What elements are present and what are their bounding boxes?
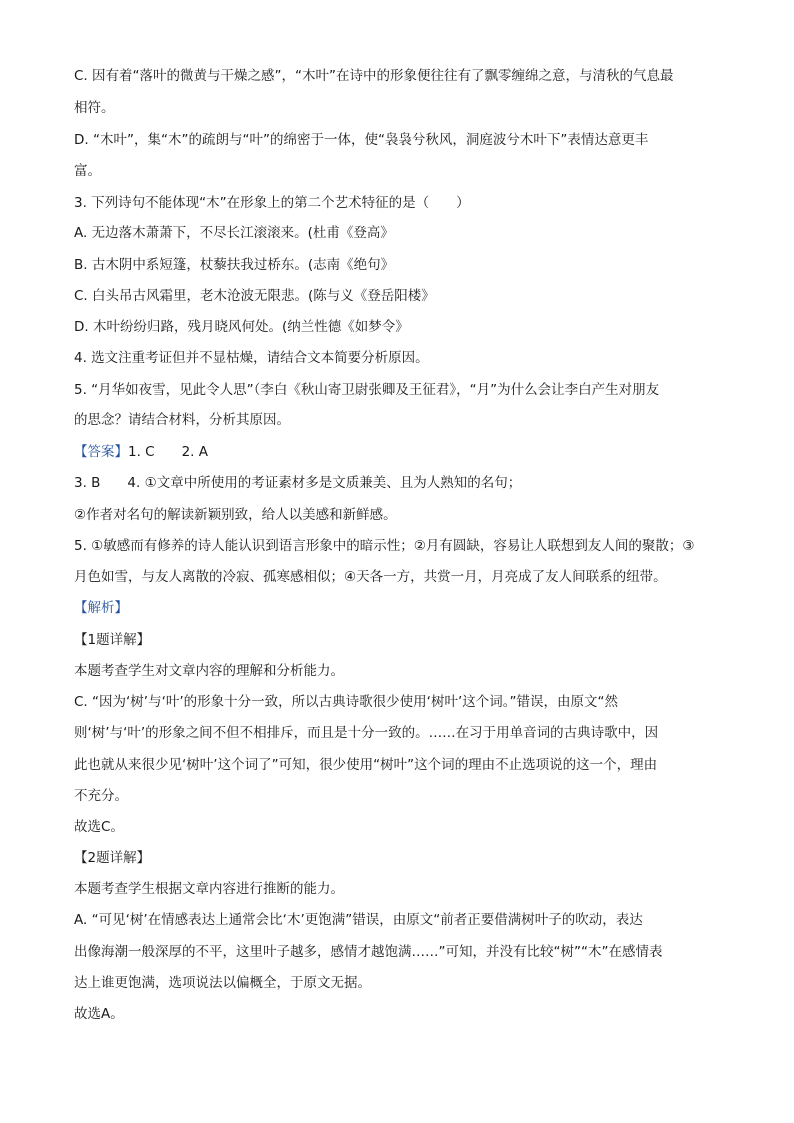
text-line: 富。 [74,163,101,179]
answer-line: 3. B 4. ①文章中所使用的考证素材多是文质兼美、且为人熟知的名句； [74,475,522,491]
answer-line: 月色如雪，与友人离散的冷寂、孤寒感相似；④天各一方，共赏一月，月亮成了友人间联系的纽带。 [74,569,667,585]
text-line: 则‘树’与‘叶’的形象之间不但不相排斥，而且是十分一致的。……在习于用单音词的古典诗歌中，因 [74,725,659,741]
answer-tag: 【答案】 [74,444,128,460]
answer-line: 5. ①敏感而有修养的诗人能认识到语言形象中的暗示性；②月有圆缺，容易让人联想到友人间的聚散；③ [74,538,695,554]
option-c: C. 白头吊古风霜里，老木沧波无限悲。(陈与义《登岳阳楼》 [74,288,435,304]
option-b: B. 古木阴中系短篷，杖藜扶我过桥东。(志南《绝句》 [74,257,395,273]
answer-line: ②作者对名句的解读新颖别致，给人以美感和新鲜感。 [74,507,397,523]
text-line: 故选C。 [74,819,124,835]
text-line: 相符。 [74,100,115,116]
text-line: C. 因有着“落叶的微黄与干燥之感”，“木叶”在诗中的形象便往往有了飘零缠绵之意，与清秋的气息最 [74,68,674,84]
text-line: C. “因为‘树’与‘叶’的形象十分一致，所以古典诗歌很少使用‘树叶’这个词。”错误，由原文“然 [74,694,618,710]
question-5: 5. “月华如夜雪，见此令人思”（李白《秋山寄卫尉张卿及王征君》，“月”为什么会让李白产生对朋友 [74,382,660,398]
text-line: 故选A。 [74,1006,124,1022]
text-line: 达上谁更饱满，选项说法以偏概全，于原文无据。 [74,975,371,991]
text-line: 的思念？请结合材料，分析其原因。 [74,412,290,428]
text-line: 本题考查学生对文章内容的理解和分析能力。 [74,663,344,679]
answer-line [74,442,734,462]
question-3: 3. 下列诗句不能体现“木”在形象上的第二个艺术特征的是（ ） [74,195,470,211]
section-heading: 【2题详解】 [74,850,151,866]
text-line: 本题考查学生根据文章内容进行推断的能力。 [74,881,344,897]
analysis-tag: 【解析】 [74,600,128,616]
answer-text: 1. C 2. A [128,444,209,460]
option-a: A. 无边落木萧萧下，不尽长江滚滚来。(杜甫《登高》 [74,225,394,241]
section-heading: 【1题详解】 [74,632,151,648]
text-line: 此也就从来很少见‘树叶’这个词了”可知，很少使用“树叶”这个词的理由不止选项说的这一个，理由 [74,757,658,773]
text-line: 出像海潮一般深厚的不平，这里叶子越多，感情才越饱满……”可知，并没有比较“树”“木”在感情表 [74,944,663,960]
option-d: D. 木叶纷纷归路，残月晓风何处。(纳兰性德《如梦令》 [74,319,409,335]
text-line: A. “可见‘树’在情感表达上通常会比‘木’更饱满”错误，由原文“前者正要借满树叶子的吹动，表达 [74,912,643,928]
text-line: D. “木叶”，集“木”的疏朗与“叶”的绵密于一体，使“袅袅兮秋风，洞庭波兮木叶下”表情达意更丰 [74,132,649,148]
text-line: 不充分。 [74,788,128,804]
question-4: 4. 选文注重考证但并不显枯燥，请结合文本简要分析原因。 [74,350,429,366]
